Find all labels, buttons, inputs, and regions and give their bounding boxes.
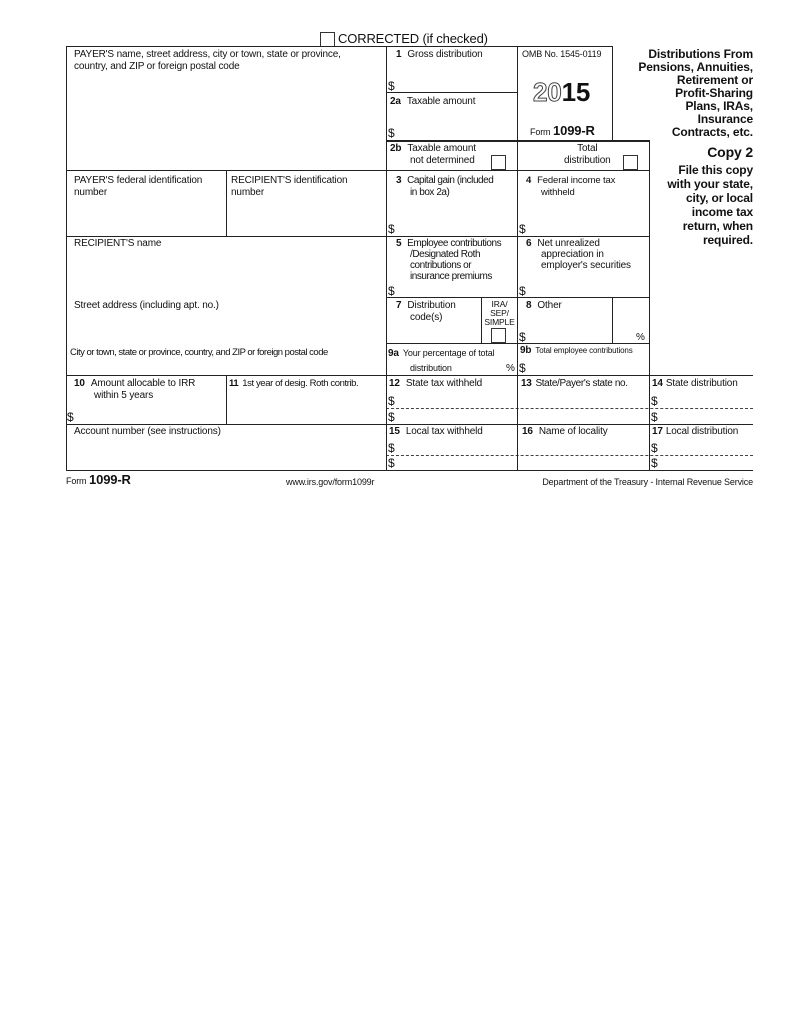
box-2a-label: 2a Taxable amount — [390, 96, 476, 107]
percent-sign: % — [506, 363, 515, 374]
omb-number: OMB No. 1545-0119 — [522, 49, 602, 59]
total-distribution-checkbox[interactable] — [623, 155, 638, 170]
corrected-checkbox[interactable] — [320, 32, 335, 47]
box-6-label: 6 Net unrealized appreciation in employer's securities — [526, 238, 631, 271]
rule — [66, 46, 612, 47]
payer-name-field[interactable] — [67, 75, 385, 169]
dollar-sign: $ — [651, 394, 658, 408]
rule — [649, 140, 650, 470]
box-17-label: 17 Local distribution — [652, 426, 739, 437]
payer-name-label: PAYER'S name, street address, city or town, state or province, country, and ZIP or foreign postal code — [74, 49, 341, 72]
box-4-label: 4 Federal income tax withheld — [526, 175, 616, 198]
footer-department: Department of the Treasury - Internal Revenue Service — [542, 477, 753, 487]
rule — [66, 236, 649, 237]
footer-form-id: Form 1099-R — [66, 472, 131, 487]
rule — [517, 46, 518, 470]
form-id: Form 1099-R — [530, 123, 595, 138]
dollar-sign: $ — [388, 456, 395, 470]
rule — [386, 408, 753, 409]
box-9a-label: 9a Your percentage of total — [388, 348, 495, 359]
dollar-sign: $ — [651, 410, 658, 424]
box-11-label: 11 1st year of desig. Roth contrib. — [229, 378, 359, 389]
rule — [386, 455, 753, 456]
dollar-sign: $ — [388, 284, 395, 298]
rule — [386, 46, 387, 470]
dollar-sign: $ — [388, 394, 395, 408]
box-13-label: 13 State/Payer's state no. — [521, 378, 628, 389]
rule — [66, 170, 649, 171]
box-10-label: 10 Amount allocable to IRR within 5 years — [74, 378, 196, 401]
dollar-sign: $ — [388, 126, 395, 140]
corrected-label: CORRECTED (if checked) — [338, 31, 488, 46]
recipient-name-label: RECIPIENT'S name — [74, 238, 162, 249]
box-16-label: 16 Name of locality — [522, 426, 608, 437]
rule — [226, 375, 227, 424]
taxable-not-determined-checkbox[interactable] — [491, 155, 506, 170]
box-2b-label: 2b Taxable amount not determined — [390, 143, 476, 166]
street-address-label: Street address (including apt. no.) — [74, 300, 219, 311]
total-distribution-label: Total distribution — [564, 143, 611, 166]
dollar-sign: $ — [519, 361, 526, 375]
account-number-label: Account number (see instructions) — [74, 426, 221, 437]
box-12-label: 12 State tax withheld — [389, 378, 483, 389]
footer-url[interactable]: www.irs.gov/form1099r — [286, 477, 375, 487]
box-15-label: 15 Local tax withheld — [389, 426, 483, 437]
rule — [226, 170, 227, 236]
tax-year: 2015 — [533, 77, 591, 107]
rule — [66, 470, 753, 471]
dollar-sign: $ — [519, 330, 526, 344]
dollar-sign: $ — [651, 441, 658, 455]
box-7-label: 7 Distribution code(s) — [396, 300, 456, 323]
dollar-sign: $ — [388, 222, 395, 236]
copy-instructions: File this copy with your state, city, or local income tax return, when required. — [667, 163, 753, 247]
box-9a-label-2: distribution — [410, 363, 452, 373]
box-9b-label: 9b Total employee contributions — [520, 345, 633, 356]
box-3-label: 3 Capital gain (included in box 2a) — [396, 175, 494, 198]
box-5-label: 5 Employee contributions /Designated Roth contributions or insurance premiums — [396, 238, 502, 282]
form-title: Distributions From Pensions, Annuities, Retirement or Profit-Sharing Plans, IRAs, Insurance Contracts, etc. — [638, 47, 753, 139]
percent-sign: % — [636, 332, 645, 343]
ira-sep-simple-checkbox[interactable] — [491, 328, 506, 343]
rule — [612, 46, 613, 140]
rule — [612, 297, 613, 343]
dollar-sign: $ — [388, 79, 395, 93]
box-8-label: 8 Other — [526, 300, 562, 311]
dollar-sign: $ — [388, 410, 395, 424]
dollar-sign: $ — [519, 222, 526, 236]
dollar-sign: $ — [651, 456, 658, 470]
city-label: City or town, state or province, country, and ZIP or foreign postal code — [70, 347, 328, 358]
box-14-label: 14 State distribution — [652, 378, 738, 389]
dollar-sign: $ — [519, 284, 526, 298]
payer-tin-label: PAYER'S federal identification number — [74, 175, 203, 198]
dollar-sign: $ — [67, 410, 74, 424]
copy-label: Copy 2 — [707, 144, 753, 160]
rule — [386, 92, 517, 93]
recipient-tin-label: RECIPIENT'S identification number — [231, 175, 348, 198]
box-1-label: 1 Gross distribution — [396, 49, 483, 60]
dollar-sign: $ — [388, 441, 395, 455]
ira-sep-simple-label: IRA/ SEP/ SIMPLE — [484, 299, 515, 327]
